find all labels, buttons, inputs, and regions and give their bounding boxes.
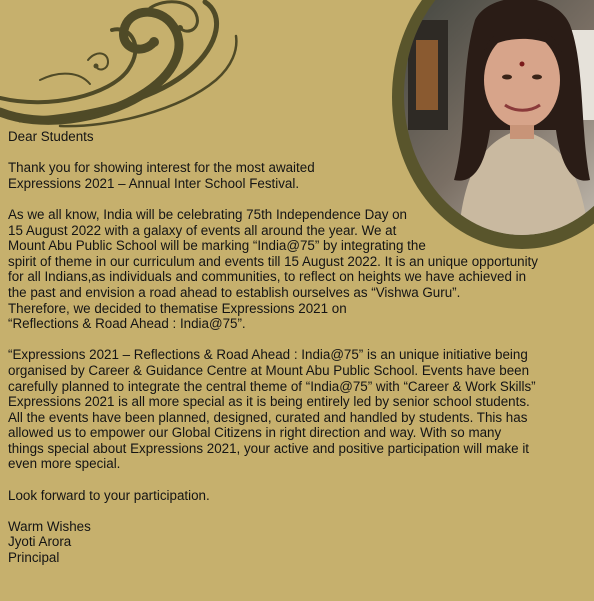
text-line: As we all know, India will be celebrating 75th Independence Day on — [8, 206, 407, 222]
text-line: even more special. — [8, 456, 121, 472]
signoff — [8, 519, 588, 566]
decorative-swirl — [0, 0, 240, 130]
text-line: the past and envision a road ahead to establish ourselves as “Vishwa Guru”. — [8, 284, 461, 300]
text-line: “Reflections & Road Ahead : India@75”. — [8, 316, 246, 332]
signoff-title: Principal — [8, 550, 60, 566]
paragraph-3 — [8, 347, 588, 472]
text-line: organised by Career & Guidance Centre at Mount Abu Public School. Events have been — [8, 362, 530, 378]
text-line: allowed us to empower our Global Citizens in right direction and way. With so many — [8, 425, 502, 441]
text-line: spirit of theme in our curriculum and events till 15 August 2022. It is an unique opportunity — [8, 253, 538, 269]
signoff-wishes: Warm Wishes — [8, 518, 91, 534]
closing-line: Look forward to your participation. — [8, 487, 210, 503]
text-line: carefully planned to integrate the central theme of “India@75” with “Career & Work Skills” — [8, 378, 536, 394]
text-line: Expressions 2021 – Annual Inter School Festival. — [8, 175, 300, 191]
paragraph-1 — [8, 160, 588, 191]
text-line: Expressions 2021 is all more special as it is being entirely led by senior school students. — [8, 394, 530, 410]
text-line: Thank you for showing interest for the most awaited — [8, 160, 315, 176]
letter-body — [8, 129, 588, 566]
text-line: “Expressions 2021 – Reflections & Road Ahead : India@75” is an unique initiative being — [8, 347, 528, 363]
text-line: Mount Abu Public School will be marking “India@75” by integrating the — [8, 238, 426, 254]
text-line: 15 August 2022 with a galaxy of events all around the year. We at — [8, 222, 397, 238]
text-line: All the events have been planned, designed, curated and handled by students. This has — [8, 409, 528, 425]
signoff-name: Jyoti Arora — [8, 534, 72, 550]
text-line: Therefore, we decided to thematise Expressions 2021 on — [8, 300, 347, 316]
text-line: things special about Expressions 2021, your active and positive participation will make it — [8, 440, 530, 456]
paragraph-2 — [8, 207, 588, 332]
text-line: for all Indians,as individuals and communities, to reflect on heights we have achieved in — [8, 269, 527, 285]
greeting: Dear Students — [8, 129, 94, 144]
